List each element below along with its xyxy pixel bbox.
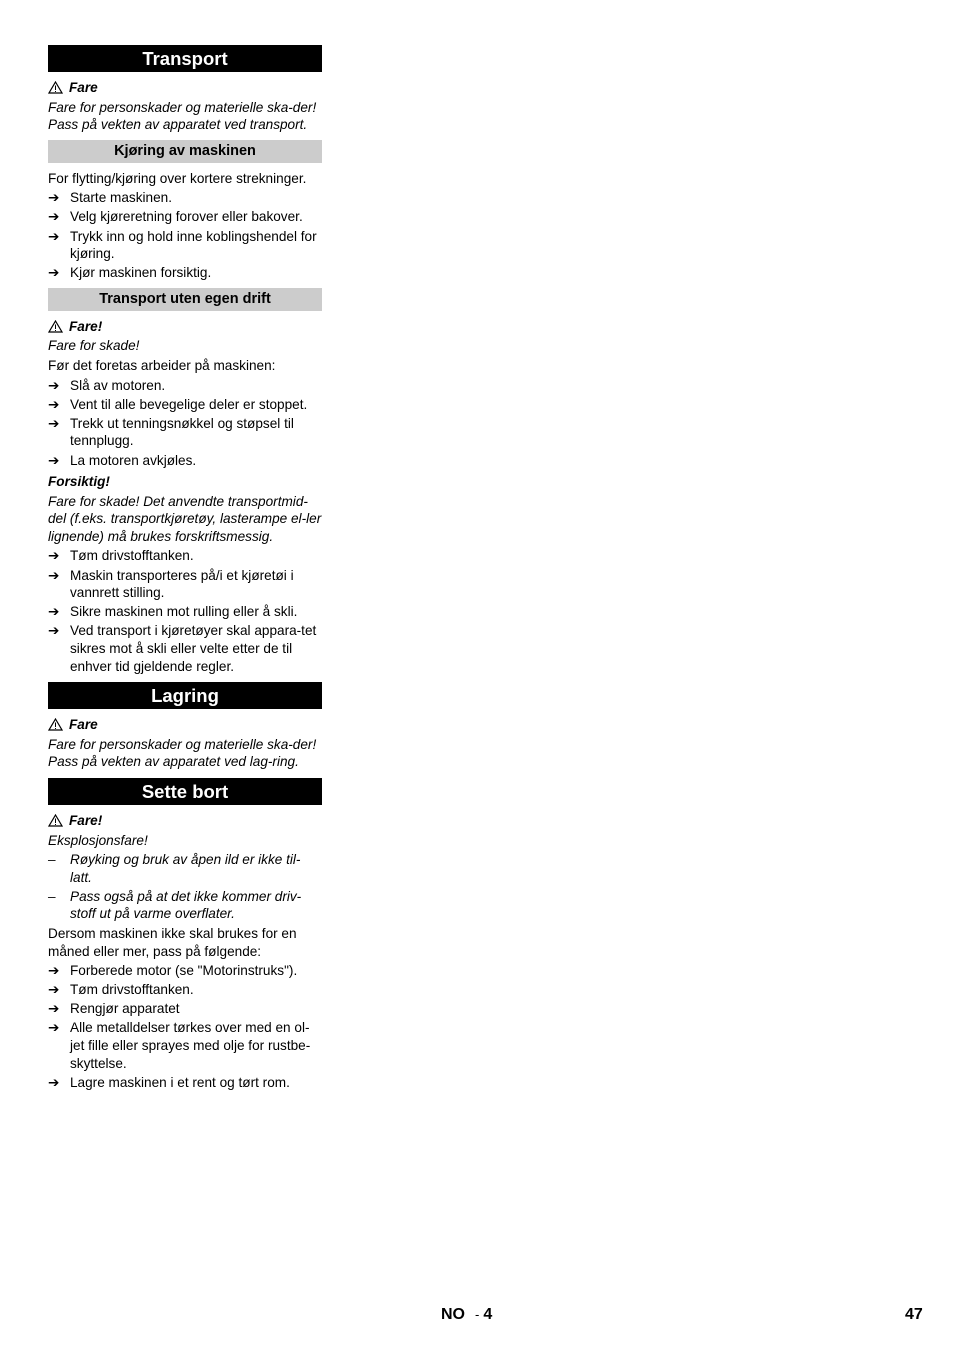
heading-transport: Transport [48,45,322,72]
arrow-right-icon: ➔ [48,209,60,225]
en-dash: – [48,852,56,868]
warning-label: Fare [69,717,98,733]
warning-text: Fare for personskader og materielle ska-der! Pass på vekten av apparatet ved transport. [48,99,317,133]
arrow-right-icon: ➔ [48,452,60,468]
warning-triangle-icon [48,81,63,94]
list-item: ➔ Forberede motor (se "Motorinstruks"). [48,963,298,979]
warning-label: Fare [69,80,98,95]
list-item: ➔ Maskin transporteres på/i et kjøretøi i vannrett stilling. [48,567,294,601]
warning-label: Fare! [69,318,103,334]
list-item: ➔ Starte maskinen. [48,190,172,206]
warning-text: Fare for skade! [48,338,140,354]
warning-sette-bort [48,812,322,830]
arrow-right-icon: ➔ [48,396,60,412]
arrow-right-icon: ➔ [48,963,60,979]
warning-triangle-icon [48,320,63,333]
arrow-right-icon: ➔ [48,1074,60,1090]
list-item: ➔ Tøm drivstofftanken. [48,982,194,998]
footer-section-ref [441,1306,492,1324]
steps-uten-drift-2 [48,547,322,675]
list-item: ➔ Rengjør apparatet [48,1001,180,1017]
intro-kjoring: For flytting/kjøring over kortere strekninger. [48,170,307,186]
footer-section-page: 4 [483,1306,493,1323]
list-item: – Røyking og bruk av åpen ild er ikke til-latt. [48,852,301,885]
steps-sette-bort [48,962,322,1091]
list-item: ➔ Trekk ut tenningsnøkkel og støpsel til tennplugg. [48,415,294,449]
arrow-right-icon: ➔ [48,377,60,393]
heading-kjoring: Kjøring av maskinen [48,140,322,163]
warning-lagring [48,716,322,734]
warning-triangle-icon [48,814,63,827]
list-item: ➔ Tøm drivstofftanken. [48,548,194,564]
heading-lagring: Lagring [48,682,322,709]
page-number: 47 [905,1306,923,1323]
footer-dash: - [475,1307,480,1322]
intro-sette-bort: Dersom maskinen ikke skal brukes for en måned eller mer, pass på følgende: [48,925,297,959]
arrow-right-icon: ➔ [48,567,60,583]
list-item: ➔ Ved transport i kjøretøyer skal appara-tet sikres mot å skli eller velte etter de til enhver tid gjeldende regler. [48,623,317,674]
steps-uten-drift [48,377,322,469]
caution-text: Fare for skade! Det anvendte transportmid-del (f.eks. transportkjøretøy, lasterampe el-ler lignende) må brukes forskriftsmessig. [48,493,322,544]
arrow-right-icon: ➔ [48,623,60,639]
caution-label: Forsiktig! [48,474,110,490]
list-item: ➔ Velg kjøreretning forover eller bakover. [48,209,303,225]
list-item: ➔ Alle metalldelser tørkes over med en ol-jet fille eller sprayes med olje for rustbe-skyttelse. [48,1020,311,1071]
list-item: ➔ La motoren avkjøles. [48,452,197,468]
warning-transport [48,79,322,97]
warning-text: Fare for personskader og materielle ska-der! Pass på vekten av apparatet ved lag-ring. [48,736,317,770]
arrow-right-icon: ➔ [48,265,60,281]
list-item: – Pass også på at det ikke kommer driv-stoff ut på varme overflater. [48,888,302,922]
arrow-right-icon: ➔ [48,548,60,564]
arrow-right-icon: ➔ [48,982,60,998]
heading-sette-bort: Sette bort [48,778,322,805]
arrow-right-icon: ➔ [48,604,60,620]
arrow-right-icon: ➔ [48,190,60,206]
warning-text: Eksplosjonsfare! [48,832,148,848]
steps-kjoring [48,189,322,281]
heading-uten-drift: Transport uten egen drift [48,288,322,311]
arrow-right-icon: ➔ [48,228,60,244]
content-column [48,45,322,1093]
intro-uten-drift: Før det foretas arbeider på maskinen: [48,358,276,374]
arrow-right-icon: ➔ [48,415,60,431]
arrow-right-icon: ➔ [48,1020,60,1036]
footer-lang: NO [441,1306,465,1323]
list-item: ➔ Lagre maskinen i et rent og tørt rom. [48,1074,290,1090]
warning-label: Fare! [69,812,103,828]
warning-triangle-icon [48,718,63,731]
list-item: ➔ Sikre maskinen mot rulling eller å skli. [48,604,298,620]
arrow-right-icon: ➔ [48,1001,60,1017]
en-dash: – [48,888,56,904]
warning-uten-drift [48,318,322,336]
list-item: ➔ Kjør maskinen forsiktig. [48,265,212,281]
dash-list [48,851,322,923]
list-item: ➔ Slå av motoren. [48,377,166,393]
list-item: ➔ Trykk inn og hold inne koblingshendel for kjøring. [48,228,317,262]
list-item: ➔ Vent til alle bevegelige deler er stoppet. [48,396,308,412]
